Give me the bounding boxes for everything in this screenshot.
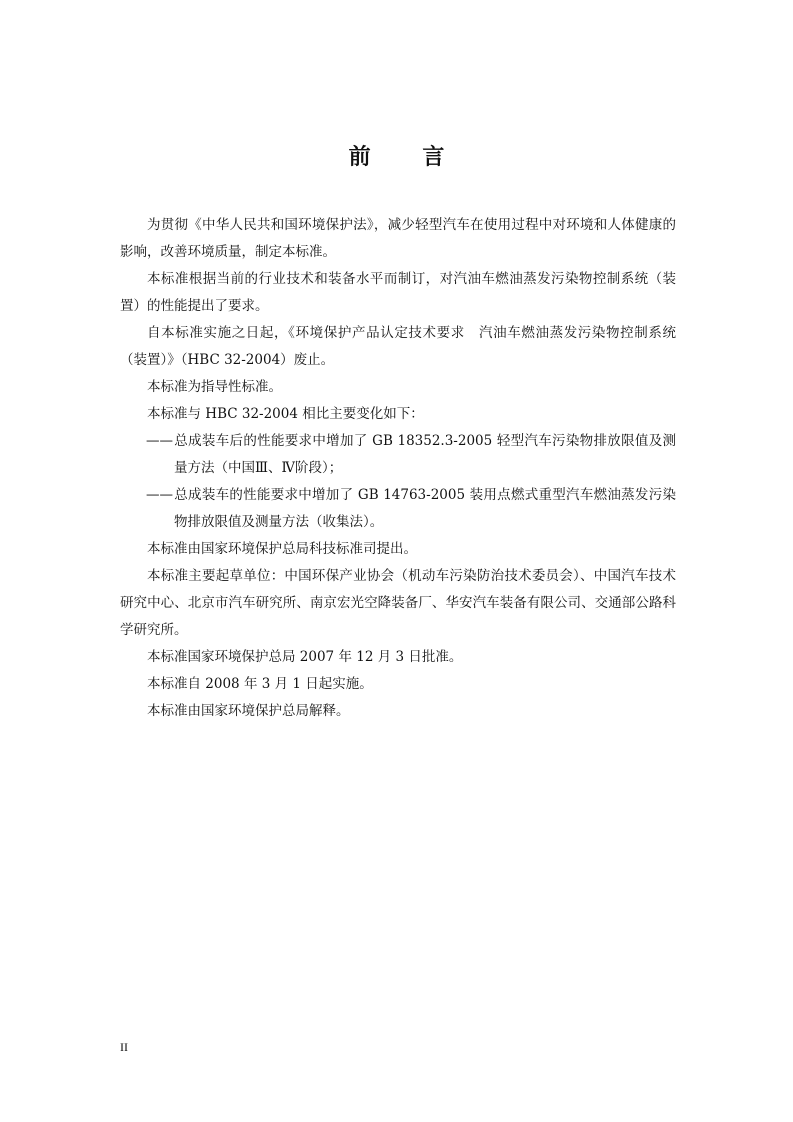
page-number: II bbox=[120, 1040, 128, 1054]
dash-marker: —— bbox=[146, 487, 173, 503]
paragraph-purpose: 为贯彻《中华人民共和国环境保护法》，减少轻型汽车在使用过程中对环境和人体健康的影响，改善环境质量，制定本标准。 bbox=[120, 217, 676, 260]
change-item-1 bbox=[120, 428, 676, 482]
paragraph-effective: 本标准自 2008 年 3 月 1 日起实施。 bbox=[147, 676, 373, 692]
foreword-body bbox=[120, 212, 676, 725]
paragraph-basis: 本标准根据当前的行业技术和装备水平而制订，对汽油车燃油蒸发污染物控制系统（装置）的性能提出了要求。 bbox=[120, 271, 676, 314]
change-item-2 bbox=[120, 482, 676, 536]
change-item-text: 总成装车后的性能要求中增加了 GB 18352.3-2005 轻型汽车污染物排放限值及测量方法（中国Ⅲ、Ⅳ阶段）； bbox=[174, 433, 676, 476]
paragraph-interpretation: 本标准由国家环境保护总局解释。 bbox=[147, 703, 350, 719]
paragraph-changes-intro: 本标准与 HBC 32-2004 相比主要变化如下： bbox=[147, 406, 424, 422]
paragraph-approval: 本标准国家环境保护总局 2007 年 12 月 3 日批准。 bbox=[147, 649, 463, 665]
dash-marker: —— bbox=[146, 433, 173, 449]
paragraph-drafters: 本标准主要起草单位：中国环保产业协会（机动车污染防治技术委员会）、中国汽车技术研究中心、北京市汽车研究所、南京宏光空降装备厂、华安汽车装备有限公司、交通部公路科学研究所。 bbox=[120, 568, 676, 638]
change-item-text: 总成装车的性能要求中增加了 GB 14763-2005 装用点燃式重型汽车燃油蒸发污染物排放限值及测量方法（收集法）。 bbox=[174, 487, 676, 530]
page-title: 前 言 bbox=[348, 145, 467, 170]
paragraph-supersede: 自本标准实施之日起，《环境保护产品认定技术要求 汽油车燃油蒸发污染物控制系统（装置）》（HBC 32-2004）废止。 bbox=[120, 325, 676, 368]
paragraph-guidance: 本标准为指导性标准。 bbox=[147, 379, 282, 395]
paragraph-proposer: 本标准由国家环境保护总局科技标准司提出。 bbox=[147, 541, 417, 557]
